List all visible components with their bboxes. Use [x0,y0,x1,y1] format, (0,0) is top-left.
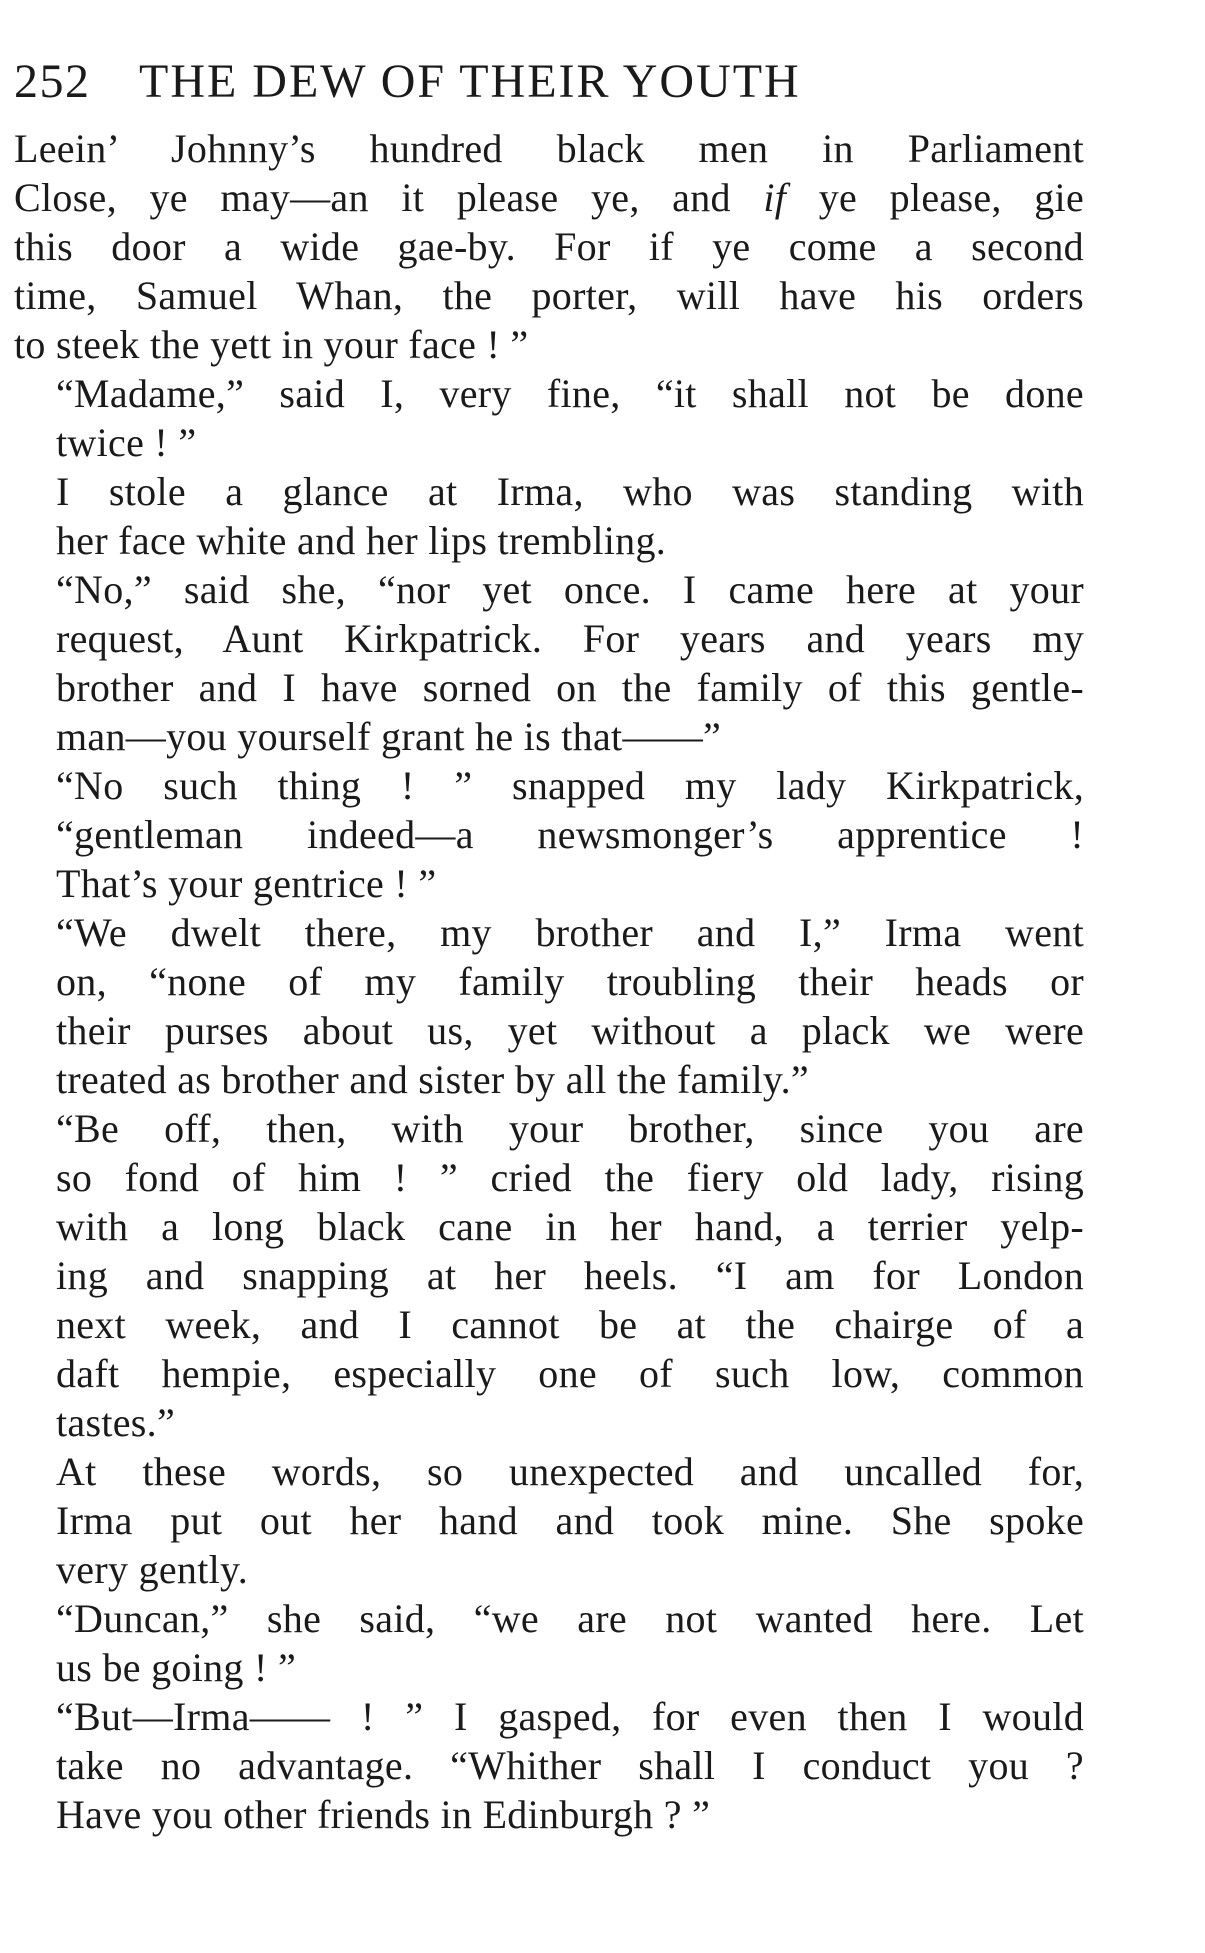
running-head [14,52,1084,112]
paragraph [14,1692,1084,1839]
text-line: their purses about us, yet without a plack we were [56,1008,1084,1053]
text-line: twice ! ” [56,420,197,465]
running-title: THE DEW OF THEIR YOUTH [139,55,801,108]
text-line: take no advantage. “Whither shall I conduct you ? [56,1743,1084,1788]
book-page [14,52,1084,1839]
text-line: “Be off, then, with your brother, since you are [56,1106,1084,1151]
text-line: ing and snapping at her heels. “I am for London [56,1253,1084,1298]
text-line: next week, and I cannot be at the chairge of a [56,1302,1084,1347]
text-line: us be going ! ” [56,1645,297,1690]
paragraph [14,1104,1084,1447]
text-line: request, Aunt Kirkpatrick. For years and years my [56,616,1084,661]
text-line: “No such thing ! ” snapped my lady Kirkpatrick, [56,763,1084,808]
text-line: very gently. [56,1547,249,1592]
text-line: Leein’ Johnny’s hundred black men in Parliament [14,126,1084,171]
body-text [14,124,1084,1839]
text-line: man—you yourself grant he is that——” [56,714,722,759]
paragraph [14,124,1084,369]
paragraph [14,1594,1084,1692]
text-line: “We dwelt there, my brother and I,” Irma went [56,910,1084,955]
paragraph [14,565,1084,761]
text-line: to steek the yett in your face ! ” [14,322,529,367]
text-line: this door a wide gae-by. For if ye come a second [14,224,1084,269]
text-line: “But—Irma—— ! ” I gasped, for even then I would [56,1694,1084,1739]
text-line: Close, ye may—an it please ye, and if ye please, gie [14,175,1084,220]
text-line: with a long black cane in her hand, a terrier yelp- [56,1204,1084,1249]
paragraph [14,467,1084,565]
paragraph [14,1447,1084,1594]
paragraph [14,908,1084,1104]
text-line: That’s your gentrice ! ” [56,861,437,906]
text-line: Have you other friends in Edinburgh ? ” [56,1792,711,1837]
text-line: so fond of him ! ” cried the fiery old lady, rising [56,1155,1084,1200]
text-line: At these words, so unexpected and uncalled for, [56,1449,1084,1494]
text-line: brother and I have sorned on the family of this gentle- [56,665,1084,710]
text-line: “Madame,” said I, very fine, “it shall not be done [56,371,1084,416]
text-line: “gentleman indeed—a newsmonger’s apprentice ! [56,812,1084,857]
text-line: I stole a glance at Irma, who was standing with [56,469,1084,514]
text-line: tastes.” [56,1400,176,1445]
paragraph [14,761,1084,908]
text-line: time, Samuel Whan, the porter, will have his orders [14,273,1084,318]
text-line: Irma put out her hand and took mine. She spoke [56,1498,1084,1543]
text-line: her face white and her lips trembling. [56,518,667,563]
emphasis: if [763,175,787,220]
text-line: “Duncan,” she said, “we are not wanted here. Let [56,1596,1084,1641]
text-line: treated as brother and sister by all the family.” [56,1057,809,1102]
page-number: 252 [14,55,91,108]
text-line: “No,” said she, “nor yet once. I came here at your [56,567,1084,612]
text-line: daft hempie, especially one of such low, common [56,1351,1084,1396]
paragraph [14,369,1084,467]
text-line: on, “none of my family troubling their heads or [56,959,1084,1004]
